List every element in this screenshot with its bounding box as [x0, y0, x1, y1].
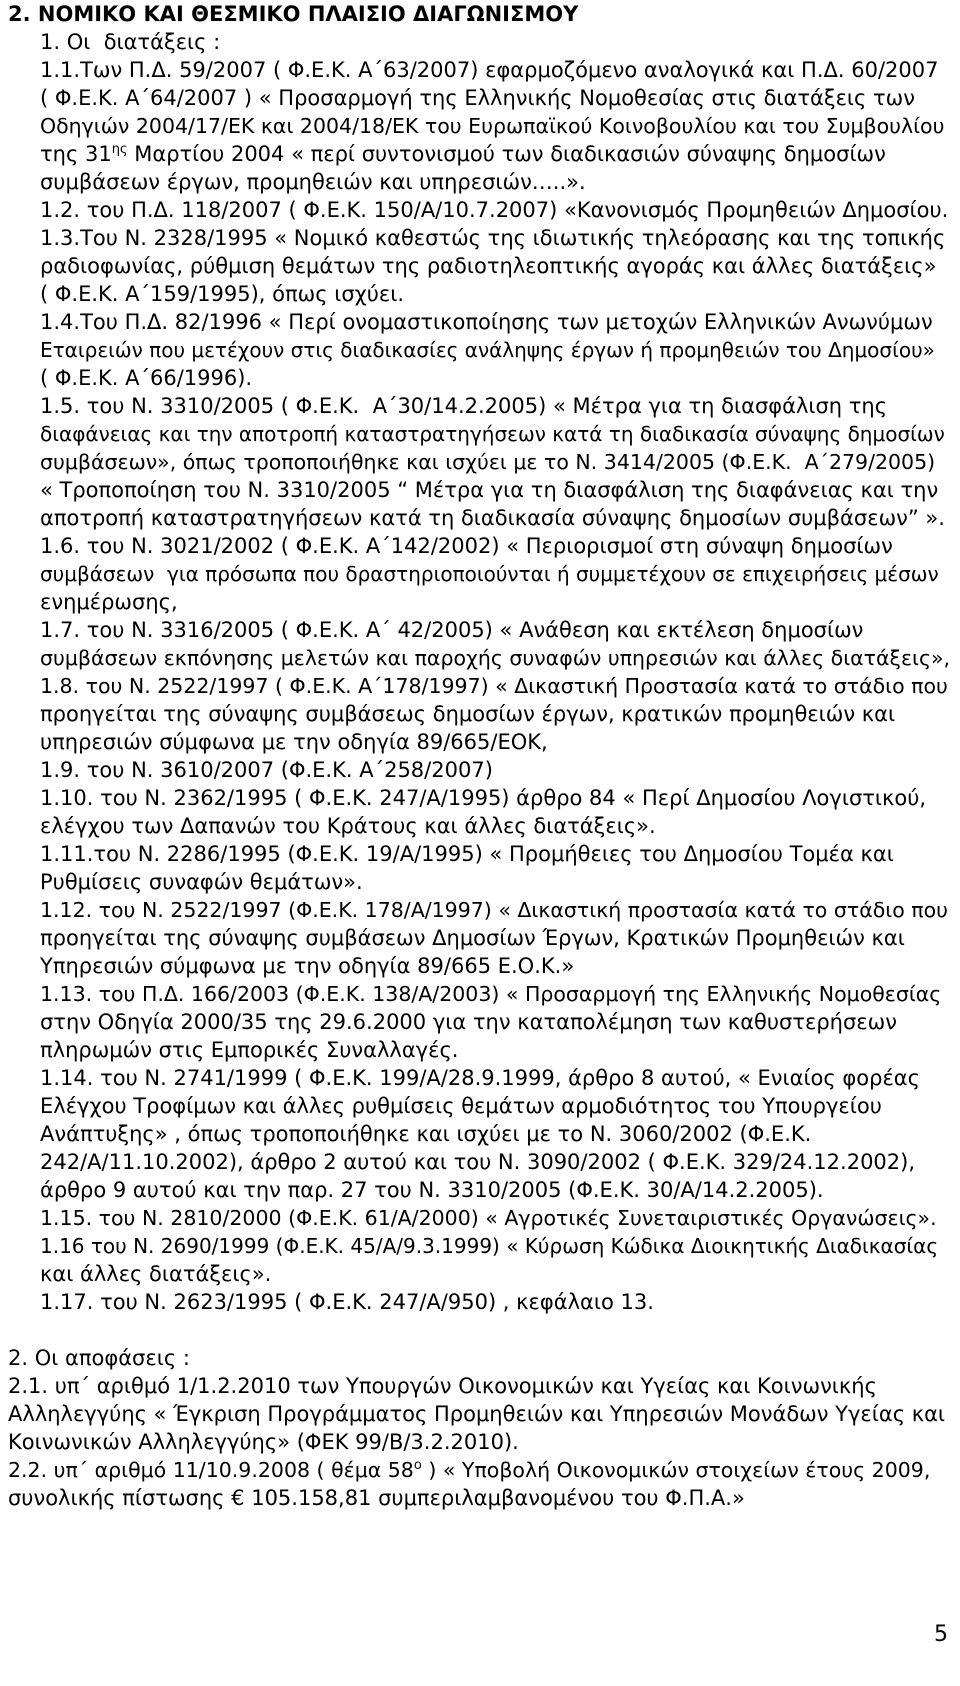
text-line: ( Φ.Ε.Κ. Α΄64/2007 ) « Προσαρμογή της Ελληνικής Νομοθεσίας στις διατάξεις των	[40, 86, 915, 110]
text-line: 1.2. του Π.Δ. 118/2007 ( Φ.Ε.Κ. 150/Α/10.7.2007) «Κανονισμός Προμηθειών Δημοσίου.	[40, 198, 949, 222]
text-line: προηγείται της σύναψης συμβάσεων Δημοσίων Έργων, Κρατικών Προμηθειών και	[40, 926, 905, 950]
text-line: Ανάπτυξης» , όπως τροποποιήθηκε και ισχύει με το Ν. 3060/2002 (Φ.Ε.Κ.	[40, 1122, 812, 1146]
text-line: ( Φ.Ε.Κ. Α΄66/1996).	[40, 366, 253, 390]
text-line: 2.1. υπ΄ αριθμό 1/1.2.2010 των Υπουργών Οικονομικών και Υγείας και Κοινωνικής	[8, 1374, 877, 1398]
superscript: ο	[413, 1458, 422, 1474]
text-line: προηγείται της σύναψης συμβάσεως δημοσίων έργων, κρατικών προμηθειών και	[40, 702, 896, 726]
text-fragment: της 31	[40, 142, 112, 166]
text-line: 1.5. του Ν. 3310/2005 ( Φ.Ε.Κ. Α΄30/14.2.2005) « Μέτρα για τη διασφάλιση της	[40, 394, 888, 418]
text-line: 1.6. του Ν. 3021/2002 ( Φ.Ε.Κ. Α΄142/2002) « Περιορισμοί στη σύναψη δημοσίων	[40, 534, 893, 558]
text-line: συμβάσεων έργων, προμηθειών και υπηρεσιών…..».	[40, 170, 586, 194]
text-line: ελέγχου των Δαπανών του Κράτους και άλλες διατάξεις».	[40, 814, 656, 838]
text-line: συμβάσεων εκπόνησης μελετών και παροχής συναφών υπηρεσιών και άλλες διατάξεις»,	[40, 646, 951, 670]
text-line: ( Φ.Ε.Κ. Α΄159/1995), όπως ισχύει.	[40, 282, 405, 306]
text-line: 1.14. του Ν. 2741/1999 ( Φ.Ε.Κ. 199/Α/28.9.1999, άρθρο 8 αυτού, « Ενιαίος φορέας	[40, 1066, 920, 1090]
text-line: στην Οδηγία 2000/35 της 29.6.2000 για την καταπολέμηση των καθυστερήσεων	[40, 1010, 897, 1034]
text-line: 1.10. του Ν. 2362/1995 ( Φ.Ε.Κ. 247/Α/1995) άρθρο 84 « Περί Δημοσίου Λογιστικού,	[40, 786, 927, 810]
text-line: άρθρο 9 αυτού και την παρ. 27 του Ν. 3310/2005 (Φ.Ε.Κ. 30/Α/14.2.2005).	[40, 1178, 824, 1202]
text-line: Κοινωνικών Αλληλεγγύης» (ΦΕΚ 99/Β/3.2.2010).	[8, 1430, 519, 1454]
text-line: 1.8. του Ν. 2522/1997 ( Φ.Ε.Κ. Α΄178/1997) « Δικαστική Προστασία κατά το στάδιο που	[40, 674, 948, 698]
text-line: 1.12. του Ν. 2522/1997 (Φ.Ε.Κ. 178/Α/1997) « Δικαστική προστασία κατά το στάδιο που	[40, 898, 948, 922]
text-line: υπηρεσιών σύμφωνα με την οδηγία 89/665/ΕΟΚ,	[40, 730, 548, 754]
text-line: Υπηρεσιών σύμφωνα με την οδηγία 89/665 Ε.Ο.Κ.»	[40, 954, 575, 978]
text-line: « Τροποποίηση του Ν. 3310/2005 “ Μέτρα για τη διασφάλιση της διαφάνειας και την	[40, 478, 939, 502]
superscript: ης	[111, 142, 128, 157]
text-line: 242/Α/11.10.2002), άρθρο 2 αυτού και του Ν. 3090/2002 ( Φ.Ε.Κ. 329/24.12.2002),	[40, 1150, 916, 1174]
text-line: Αλληλεγγύης « Έγκριση Προγράμματος Προμηθειών και Υπηρεσιών Μονάδων Υγείας και	[8, 1402, 946, 1426]
text-line: 1.4.Του Π.Δ. 82/1996 « Περί ονομαστικοποίησης των μετοχών Ελληνικών Ανωνύμων	[40, 310, 933, 334]
text-line: 1.15. του Ν. 2810/2000 (Φ.Ε.Κ. 61/Α/2000) « Αγροτικές Συνεταιριστικές Οργανώσεις».	[40, 1206, 937, 1230]
text-line	[40, 140, 886, 168]
text-line: 1.7. του Ν. 3316/2005 ( Φ.Ε.Κ. Α΄ 42/2005) « Ανάθεση και εκτέλεση δημοσίων	[40, 618, 864, 642]
text-fragment: 2.2. υπ΄ αριθμό 11/10.9.2008 ( θέμα 58	[8, 1458, 414, 1482]
text-line: Ρυθμίσεις συναφών θεμάτων».	[40, 870, 363, 894]
text-line: συνολικής πίστωσης € 105.158,81 συμπεριλαμβανομένου του Φ.Π.Α.»	[8, 1486, 745, 1510]
text-fragment: Μαρτίου 2004 « περί συντονισμού των διαδικασιών σύναψης δημοσίων	[127, 142, 886, 166]
text-line: ραδιοφωνίας, ρύθμιση θεμάτων της ραδιοτηλεοπτικής αγοράς και άλλες διατάξεις»	[40, 254, 937, 278]
text-line: 2. Οι αποφάσεις :	[8, 1346, 190, 1370]
text-line: και άλλες διατάξεις».	[40, 1262, 272, 1286]
text-line: Ελέγχου Τροφίμων και άλλες ρυθμίσεις θεμάτων αρμοδιότητος του Υπουργείου	[40, 1094, 882, 1118]
text-line: πληρωμών στις Εμπορικές Συναλλαγές.	[40, 1038, 459, 1062]
text-line: 1.17. του Ν. 2623/1995 ( Φ.Ε.Κ. 247/Α/950) , κεφάλαιο 13.	[40, 1290, 654, 1314]
text-line: 1.9. του Ν. 3610/2007 (Φ.Ε.Κ. Α΄258/2007)	[40, 758, 493, 782]
text-line: Οδηγιών 2004/17/ΕΚ και 2004/18/ΕΚ του Ευρωπαϊκού Κοινοβουλίου και του Συμβουλίου	[40, 114, 945, 138]
text-line: συμβάσεων», όπως τροποποιήθηκε και ισχύει με το Ν. 3414/2005 (Φ.Ε.Κ. Α΄279/2005)	[40, 450, 936, 474]
text-line: Εταιρειών που μετέχουν στις διαδικασίες ανάληψης έργων ή προμηθειών του Δημοσίου»	[40, 338, 935, 362]
text-fragment: ) « Υποβολή Οικονομικών στοιχείων έτους 2009,	[421, 1458, 931, 1482]
text-line: αποτροπή καταστρατηγήσεων κατά τη διαδικασία σύναψης δημοσίων συμβάσεων” ».	[40, 506, 945, 530]
text-line: 1.1.Των Π.Δ. 59/2007 ( Φ.Ε.Κ. Α΄63/2007) εφαρμοζόμενο αναλογικά και Π.Δ. 60/2007	[40, 58, 939, 82]
text-line: συμβάσεων για πρόσωπα που δραστηριοποιούνται ή συμμετέχουν σε επιχειρήσεις μέσων	[40, 562, 939, 586]
text-line: 1.3.Του Ν. 2328/1995 « Νομικό καθεστώς της ιδιωτικής τηλεόρασης και της τοπικής	[40, 226, 946, 250]
text-line: 1.16 του Ν. 2690/1999 (Φ.Ε.Κ. 45/Α/9.3.1999) « Κύρωση Κώδικα Διοικητικής Διαδικασίας	[40, 1234, 939, 1258]
section-heading: 2. ΝΟΜΙΚΟ ΚΑΙ ΘΕΣΜΙΚΟ ΠΛΑΙΣΙΟ ΔΙΑΓΩΝΙΣΜΟΥ	[8, 2, 579, 26]
page-number: 5	[934, 1622, 948, 1647]
text-line	[8, 1456, 930, 1484]
text-line: διαφάνειας και την αποτροπή καταστρατηγήσεων κατά τη διαδικασία σύναψης δημοσίων	[40, 422, 945, 446]
text-line: 1.13. του Π.Δ. 166/2003 (Φ.Ε.Κ. 138/Α/2003) « Προσαρμογή της Ελληνικής Νομοθεσίας	[40, 982, 942, 1006]
text-line: ενημέρωσης,	[40, 590, 178, 614]
text-line: 1. Οι διατάξεις :	[40, 30, 221, 54]
text-line: 1.11.του Ν. 2286/1995 (Φ.Ε.Κ. 19/Α/1995) « Προμήθειες του Δημοσίου Τομέα και	[40, 842, 894, 866]
